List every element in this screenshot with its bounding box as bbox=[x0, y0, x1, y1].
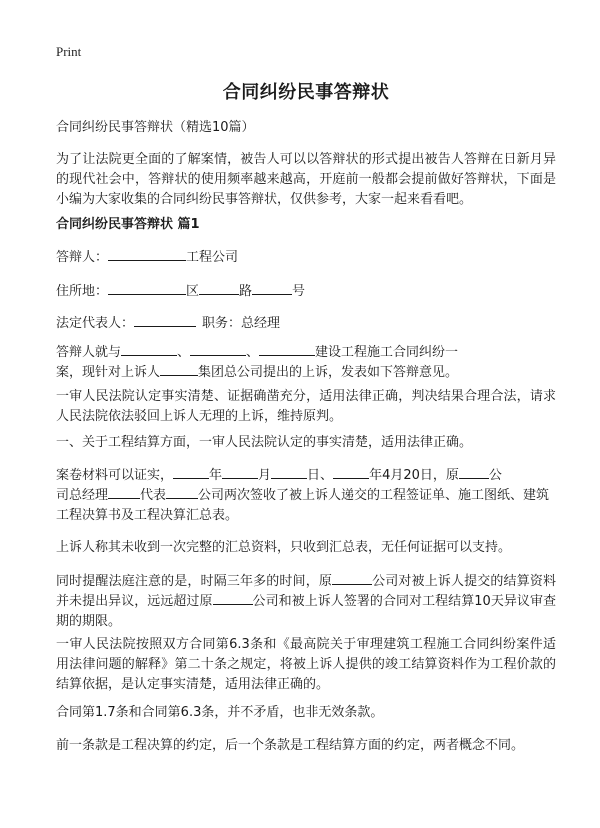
address-blank-3 bbox=[252, 282, 292, 295]
response-blank-3 bbox=[259, 343, 315, 356]
case-blank-year bbox=[173, 466, 209, 479]
case-materials-paragraph bbox=[56, 466, 556, 526]
section-heading: 合同纠纷民事答辩状 篇1 bbox=[56, 217, 200, 232]
address-blank-1 bbox=[108, 282, 186, 295]
response-blank-2 bbox=[190, 343, 246, 356]
intro-paragraph: 为了让法院更全面的了解案情，被告人可以以答辩状的形式提出被告人答辩在日新月异的现代社会中，答辩状的使用频率越来越高，开庭前一般都会提前做好答辩状，下面是小编为大家收集的合同纠纷民事答辩状，仅供参考，大家一起来看看吧。 bbox=[56, 152, 556, 207]
response-text-c: 案，现针对上诉人 bbox=[56, 365, 161, 380]
contract-basis-paragraph: 一审人民法院按照双方合同第6.3条和《最高院关于审理建筑工程施工合同纠纷案件适用法律问题的解释》第二十条之规定，将被上诉人提供的竣工结算资料作为工程价款的结算依据，是认定事实清楚，适用法律正确的。 bbox=[56, 637, 556, 692]
legal-rep-position: 职务：总经理 bbox=[202, 316, 281, 331]
response-text-b: 建设工程施工合同纠纷一 bbox=[315, 345, 459, 360]
address-district: 区 bbox=[186, 284, 200, 299]
difference-paragraph: 前一条款是工程决算的约定，后一个条款是工程结算方面的约定，两者概念不同。 bbox=[56, 738, 525, 753]
case-text-c: 公 bbox=[488, 468, 502, 483]
reminder-blank-2 bbox=[213, 592, 253, 605]
response-text-d: 集团总公司提出的上诉，发表如下答辩意见。 bbox=[198, 365, 459, 380]
case-blank-day bbox=[271, 466, 307, 479]
respondent-label: 答辩人： bbox=[56, 250, 109, 265]
address-number: 号 bbox=[292, 284, 306, 299]
response-sep-1: 、 bbox=[177, 345, 191, 360]
legal-rep-label: 法定代表人： bbox=[56, 316, 135, 331]
clauses-paragraph: 合同第1.7条和合同第6.3条，并不矛盾，也非无效条款。 bbox=[56, 705, 384, 720]
address-road: 路 bbox=[239, 284, 253, 299]
address-label: 住所地： bbox=[56, 284, 109, 299]
case-blank-month bbox=[222, 466, 258, 479]
response-sep-2: 、 bbox=[246, 345, 260, 360]
response-paragraph bbox=[56, 343, 556, 383]
print-link[interactable]: Print bbox=[56, 44, 82, 59]
reminder-text-c: 公司和被上诉人签署的合同对工程结算10天异议审查期的期限。 bbox=[56, 594, 556, 629]
respondent-line bbox=[56, 248, 556, 268]
reminder-paragraph bbox=[56, 572, 556, 632]
case-text-f: 公司两次签收了被上诉人递交的工程签证单、施工图纸、建筑工程决算书及工程决算汇总表。 bbox=[56, 488, 550, 523]
first-instance-paragraph: 一审人民法院认定事实清楚、证据确凿充分，适用法律正确，判决结果合理合法，请求人民法院依法驳回上诉人无理的上诉，维持原判。 bbox=[56, 389, 556, 424]
case-month: 月 bbox=[258, 468, 272, 483]
response-blank-4 bbox=[160, 363, 198, 376]
case-text-e: 代表 bbox=[140, 488, 167, 503]
case-blank-company bbox=[459, 466, 489, 479]
case-day: 日、 bbox=[307, 468, 334, 483]
document-title: 合同纠纷民事答辩状 bbox=[222, 82, 390, 103]
response-blank-1 bbox=[121, 343, 177, 356]
case-text-d: 司总经理 bbox=[56, 488, 109, 503]
point-one-paragraph: 一、关于工程结算方面，一审人民法院认定的事实清楚，适用法律正确。 bbox=[56, 435, 473, 450]
address-blank-2 bbox=[199, 282, 239, 295]
legal-rep-blank bbox=[134, 314, 196, 327]
case-blank-manager bbox=[108, 486, 140, 499]
appellant-claim-paragraph: 上诉人称其未收到一次完整的汇总资料，只收到汇总表，无任何证据可以支持。 bbox=[56, 540, 512, 555]
response-text-a: 答辩人就与 bbox=[56, 345, 122, 360]
reminder-blank-1 bbox=[332, 572, 372, 585]
respondent-name-blank bbox=[108, 248, 186, 261]
case-text-b: 年4月20日，原 bbox=[369, 468, 459, 483]
reminder-text-a: 同时提醒法庭注意的是，时隔三年多的时间，原 bbox=[56, 574, 332, 589]
document-subtitle: 合同纠纷民事答辩状（精选10篇） bbox=[56, 120, 255, 135]
reminder-text-b: 公司对被上诉人提交的结算资料并未提出异议，远远超过原 bbox=[56, 574, 556, 609]
address-line bbox=[56, 282, 556, 302]
case-text-a: 案卷材料可以证实， bbox=[56, 468, 174, 483]
case-year: 年 bbox=[209, 468, 223, 483]
case-blank-year2 bbox=[333, 466, 369, 479]
respondent-suffix: 工程公司 bbox=[186, 250, 239, 265]
legal-rep-line bbox=[56, 314, 556, 334]
case-blank-rep bbox=[166, 486, 198, 499]
